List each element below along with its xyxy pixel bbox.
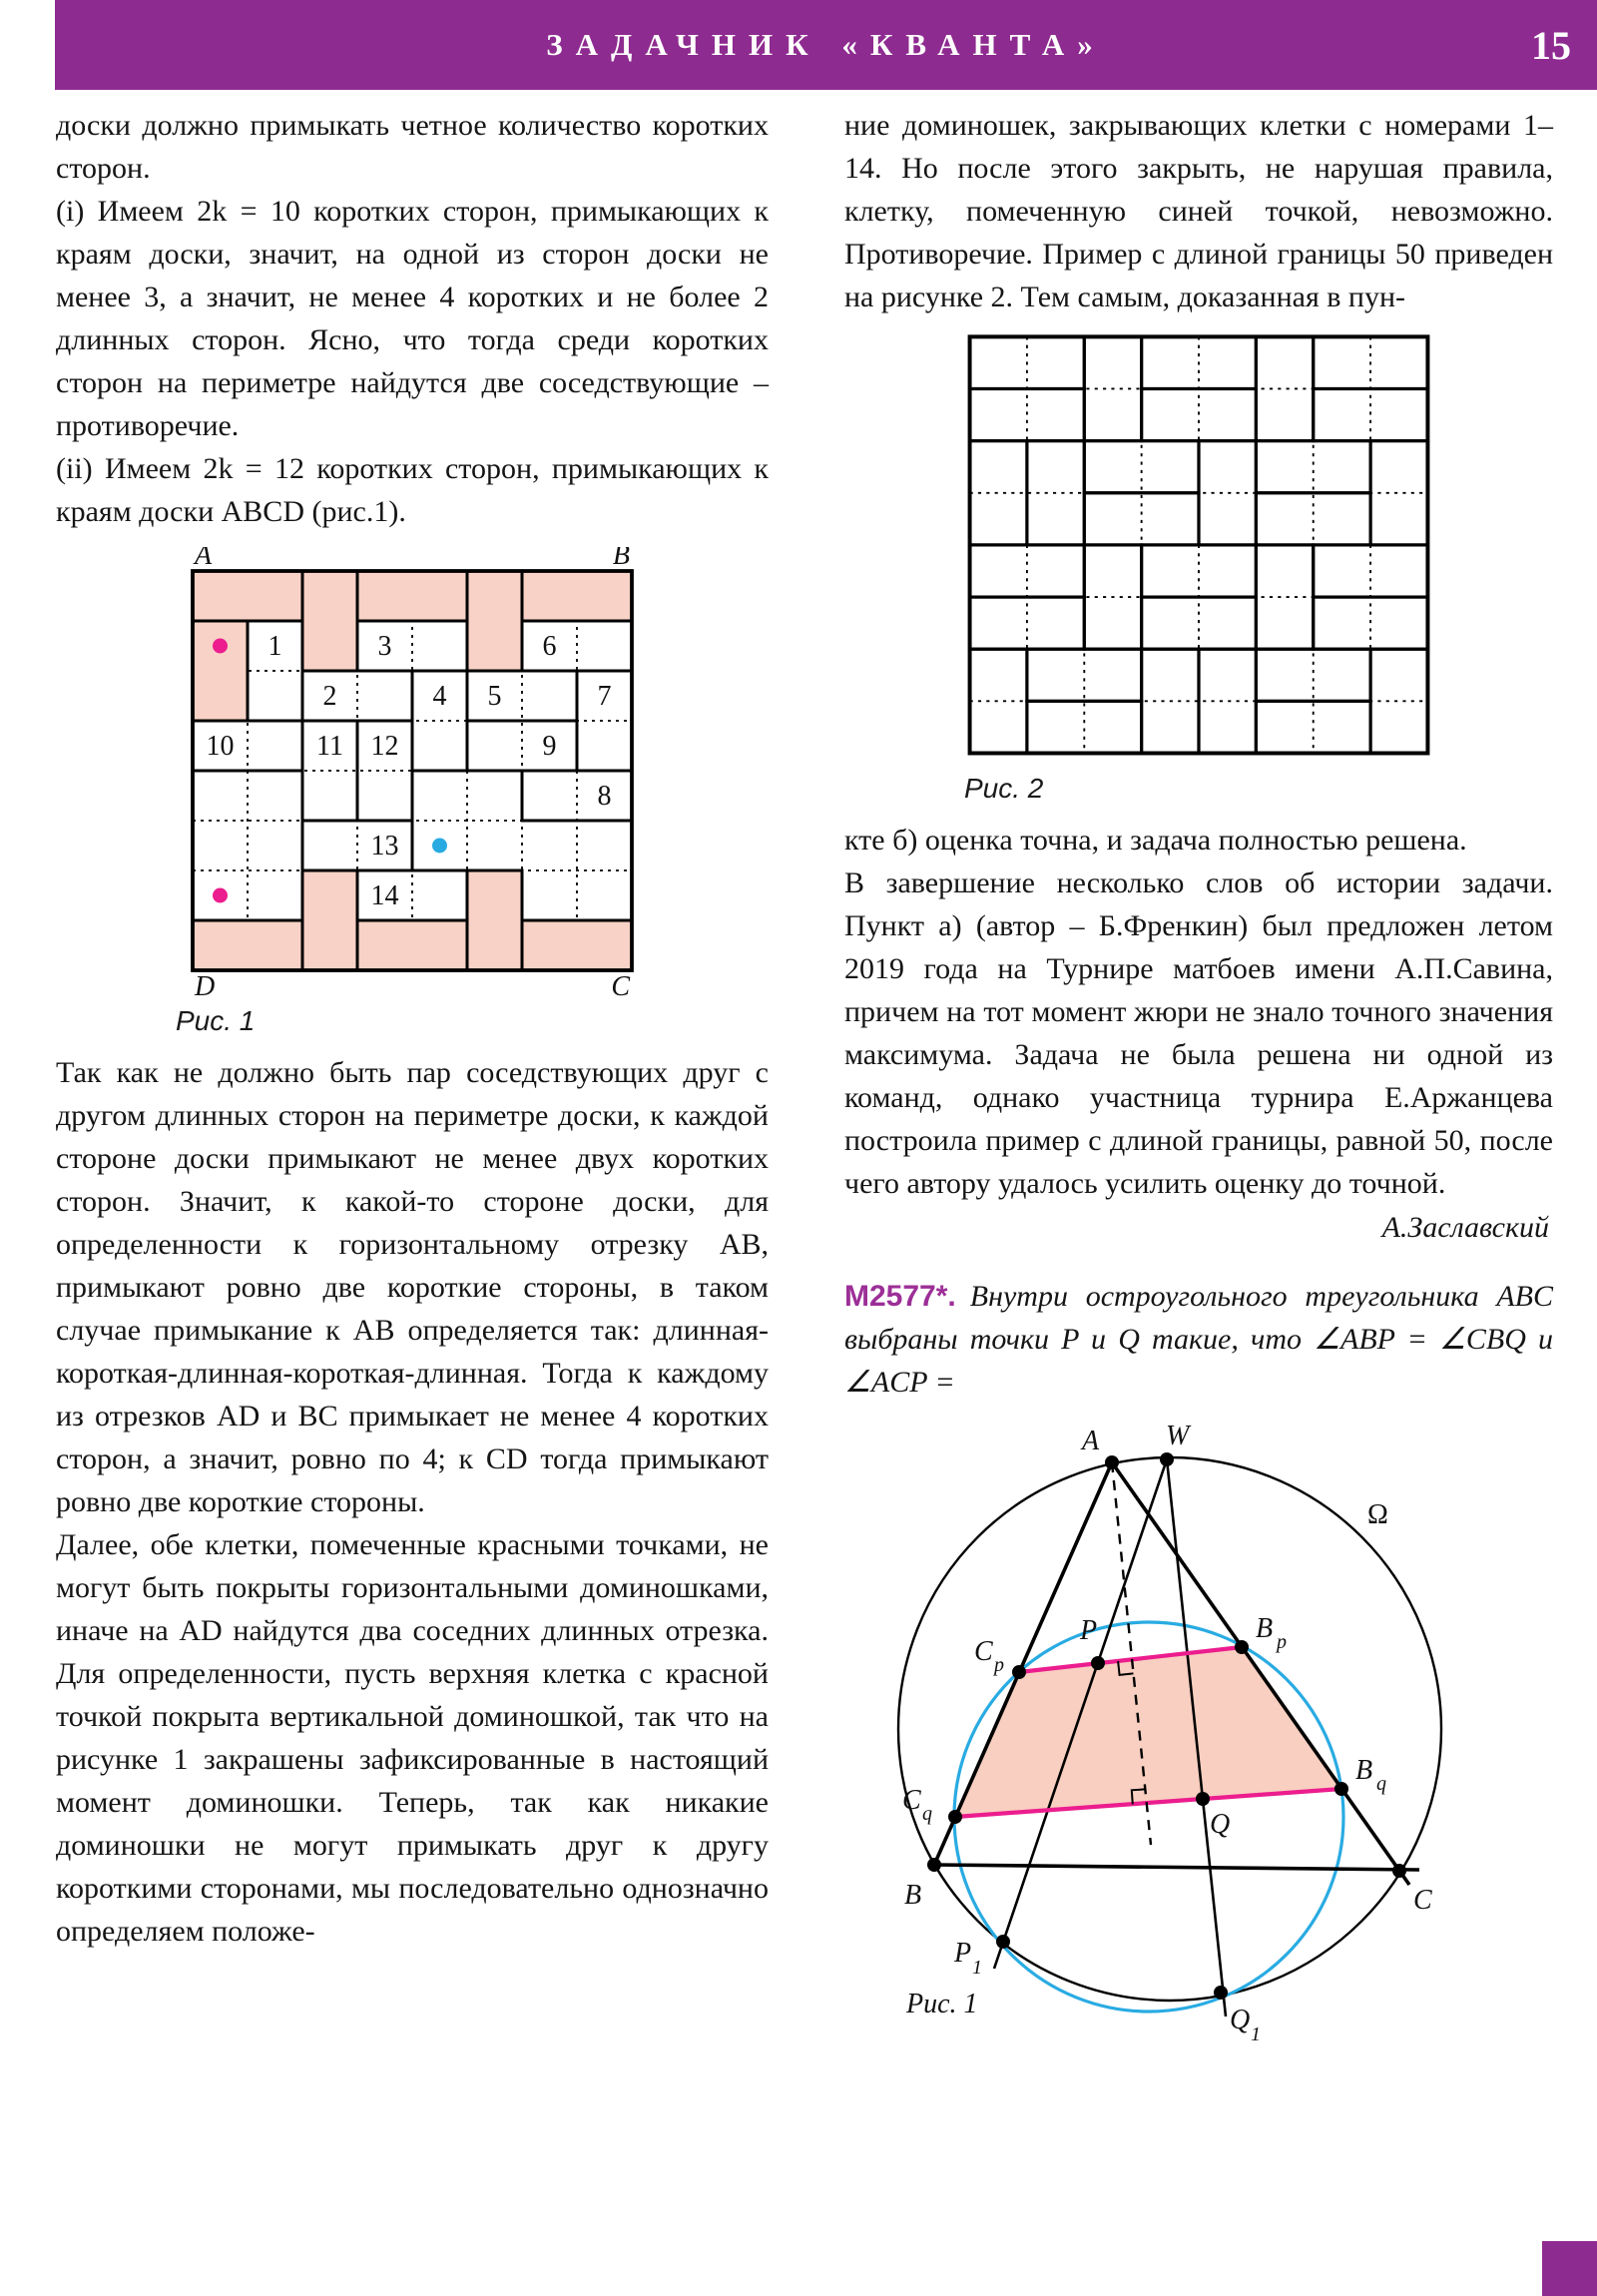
figure1-caption: Рис. 1	[176, 1005, 256, 1036]
cell-number: 12	[370, 731, 399, 762]
paragraph: Далее, обе клетки, помеченные красными точками, не могут быть покрыты горизонтальными доминошками, иначе на AD найдутся два соседних длинных отрезка. Для определенности, пусть верхняя клетка с красной точкой покрыта вертикальной доминошкой, так что на рисунке 1 закрашены зафиксированные в настоящий момент доминошки. Теперь, так как никакие доминошки не могут примыкать друг к другу короткими сторонами, мы последовательно однозначно определяем положе-	[56, 1528, 769, 1948]
geometry-figure	[844, 1418, 1553, 2091]
paragraph: (i) Имеем 2k = 10 коротких сторон, примыкающих к краям доски, значит, на одной из сторон доски не менее 3, а значит, не менее 4 коротких и не более 2 длинных сторон. Ясно, что тогда среди коротких сторон на периметре найдутся две соседствующие – противоречие.	[56, 195, 769, 442]
paragraph: кте б) оценка точна, и задача полностью решена.	[844, 824, 1467, 857]
geometry-svg	[844, 1418, 1533, 2086]
cell-number: 1	[267, 631, 282, 662]
blue-dot-icon	[432, 839, 447, 854]
cell-number: 3	[377, 631, 392, 662]
label-Bq: B	[1355, 1755, 1373, 1786]
cell-number: 4	[432, 681, 447, 712]
label-Bp: B	[1256, 1613, 1274, 1644]
label-omega: Ω	[1367, 1499, 1388, 1530]
figure1-label-A: A	[195, 547, 213, 571]
paragraph: Так как не должно быть пар соседствующих друг с другом длинных сторон на периметре доски, к каждой стороне доски примыкают не менее двух коротких сторон. Значит, к какой-то стороне доски, для определенности к горизонтальному отрезку AB, примыкают ровно две короткие стороны, в таком случае примыкание к AB определяется так: длинная-короткая-длинная-короткая-длинная. Тогда к каждому из отрезков AD и BC примыкает не менее 4 коротких сторон, а значит, ровно по 4; к CD тогда примыкают ровно две короткие стороны.	[56, 1056, 769, 1518]
figure1-label-D: D	[195, 971, 216, 998]
geometry-caption: Рис. 1	[906, 1989, 978, 2019]
cell-number: 7	[597, 681, 612, 712]
label-Q1-sub: 1	[1251, 2023, 1261, 2045]
page-number: 15	[1531, 23, 1571, 68]
cell-number: 5	[487, 681, 502, 712]
cell-number: 9	[542, 731, 557, 762]
figure1-domino-board	[56, 547, 769, 1003]
label-Cq-sub: q	[922, 1803, 932, 1825]
label-Q: Q	[1210, 1809, 1231, 1840]
paragraph: ние доминошек, закрывающих клетки с номерами 1–14. Но после этого закрыть, не нарушая правила, клетку, помеченную синей точкой, невозможно. Противоречие. Пример с длиной границы 50 приведен на рисунке 2. Тем самым, доказанная в пун-	[844, 109, 1553, 313]
column-right	[844, 104, 1553, 2091]
label-W: W	[1166, 1421, 1190, 1451]
cell-number: 2	[322, 681, 337, 712]
cell-number: 14	[370, 880, 399, 911]
problem-statement	[844, 1275, 1553, 1404]
figure1-svg	[183, 547, 642, 998]
figure2-domino-outlines	[970, 336, 1428, 753]
figure2-domino-tiling	[844, 328, 1553, 771]
red-dot-icon	[213, 888, 228, 903]
cell-number: 6	[542, 631, 557, 662]
paragraph: (ii) Имеем 2k = 12 коротких сторон, примыкающих к краям доски ABCD (рис.1).	[56, 452, 769, 528]
paragraph: В завершение несколько слов об истории задачи. Пункт а) (автор – Б.Френкин) был предложен летом 2019 года на Турнире матбоев имени А.П.Савина, причем на тот момент жюри не знало точного значения максимума. Задача не была решена ни одной из команд, однако участница турнира Е.Аржанцева построила пример с длиной границы, равной 50, после чего автору удалось усилить оценку до точной.	[844, 866, 1553, 1200]
label-Bq-sub: q	[1376, 1773, 1386, 1795]
label-P1: P	[954, 1938, 972, 1969]
figure1-domino-outlines	[193, 571, 632, 970]
header-bar	[55, 0, 1597, 90]
author-signature: А.Заславский	[1381, 1211, 1549, 1244]
problem-number-label: М2577*.	[844, 1280, 956, 1313]
label-P: P	[1080, 1615, 1098, 1646]
label-A: A	[1082, 1426, 1100, 1456]
page-title: ЗАДАЧНИК «КВАНТА»	[546, 27, 1106, 62]
label-Bp-sub: p	[1277, 1631, 1287, 1653]
figure1-label-C: C	[611, 971, 630, 998]
column-left	[56, 104, 769, 1953]
red-dot-icon	[213, 639, 228, 654]
label-Q1: Q	[1230, 2005, 1251, 2035]
label-Cp: C	[974, 1636, 993, 1667]
label-Cq: C	[902, 1785, 921, 1816]
cell-number: 11	[316, 731, 343, 762]
corner-ornament	[1542, 2241, 1597, 2296]
cell-number: 13	[370, 831, 399, 861]
paragraph: доски должно примыкать четное количество коротких сторон.	[56, 109, 769, 185]
problem-text: Внутри остроугольного треугольника ABC выбраны точки P и Q такие, что ∠ABP = ∠CBQ и ∠ACP =	[844, 1280, 1553, 1399]
label-C: C	[1413, 1885, 1432, 1916]
label-Cp-sub: p	[994, 1654, 1004, 1676]
figure1-label-B: B	[612, 547, 630, 571]
label-P1-sub: 1	[972, 1957, 982, 1979]
cell-number: 10	[206, 731, 235, 762]
cell-number: 8	[597, 781, 612, 812]
label-B: B	[904, 1880, 922, 1911]
figure2-svg	[959, 328, 1438, 766]
figure2-caption: Рис. 2	[964, 773, 1044, 804]
